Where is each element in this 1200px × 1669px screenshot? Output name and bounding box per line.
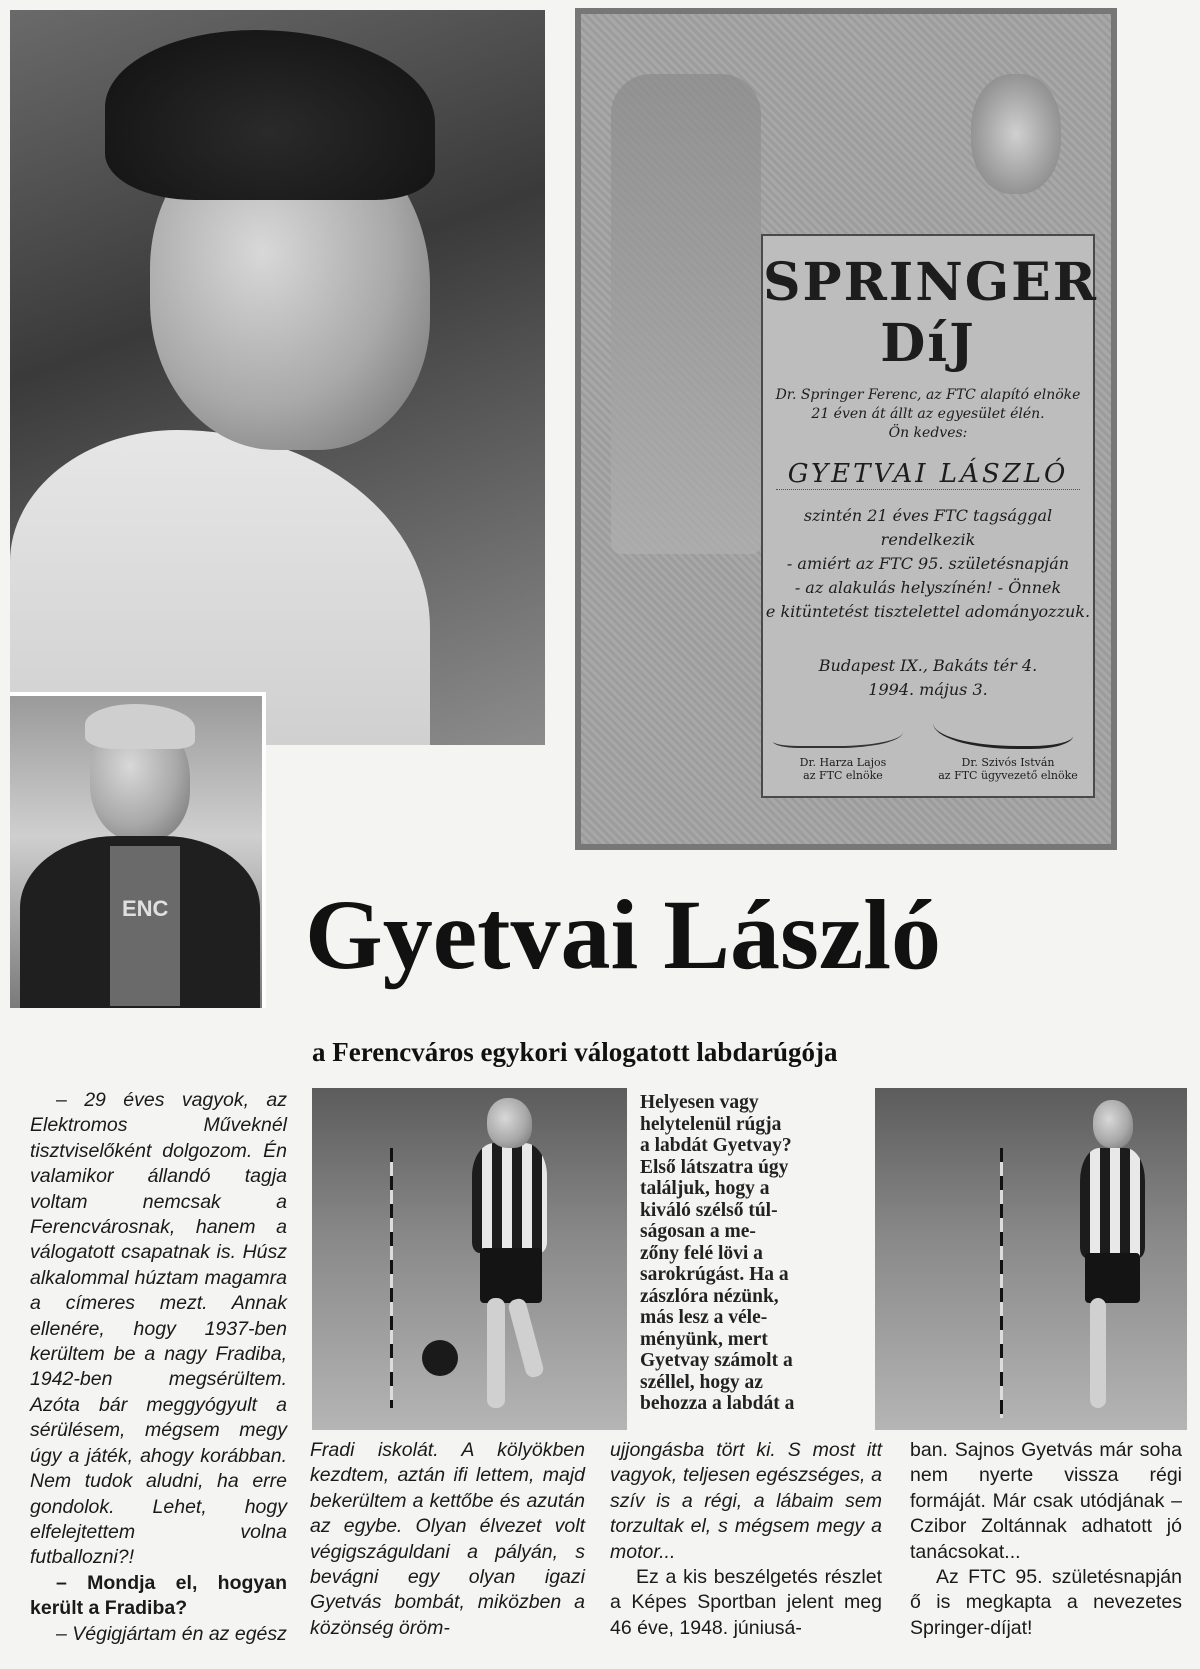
player-2-torso [1080, 1148, 1145, 1258]
certificate-date: 1994. május 3. [868, 680, 988, 699]
signer-1-role: az FTC elnöke [803, 769, 883, 782]
certificate-recipient: GYETVAI LÁSZLÓ [776, 459, 1081, 490]
caption-line-11: más lesz a véle- [640, 1307, 768, 1328]
match-photo-1 [312, 1088, 627, 1430]
caption-line-3: a labdát Gyetvay? [640, 1135, 792, 1156]
player-head [487, 1098, 532, 1148]
article-column-3 [610, 1438, 882, 1641]
column-1-paragraph-2: – Végigjártam én az egész [56, 1622, 287, 1645]
caption-line-5: találjuk, hogy a [640, 1178, 770, 1199]
player-shorts [480, 1248, 542, 1303]
caption-line-1: Helyesen vagy [640, 1092, 759, 1113]
player-torso [472, 1143, 547, 1253]
portrait-hair [105, 30, 435, 200]
caption-line-9: sarokrúgást. Ha a [640, 1264, 789, 1285]
certificate-medallion [971, 74, 1061, 194]
article-column-2 [310, 1438, 585, 1641]
certificate-intro-1: Dr. Springer Ferenc, az FTC alapító elnöke [775, 387, 1081, 403]
certificate-body-2: - amiért az FTC 95. születésnapján [786, 554, 1070, 573]
column-1-question: – Mondja el, hogyan került a Fradiba? [30, 1571, 287, 1620]
portrait-photo [10, 10, 545, 745]
jersey-text: ENC [122, 896, 169, 921]
column-1-paragraph-1: – 29 éves vagyok, az Elektromos Műveknél tisztviselőként dolgozom. Én valamikor állandó tagja voltam nemcsak a Ferencvárosnak, hanem a válogatott csapatnak is. Húsz alkalommal húztam magamra a címeres mezt. Annak ellenére, hogy 1937-ben kerültem be a nagy Fradiba, 1942-ben megsérültem. Azóta bár meggyógyult a sérülésem, mégsem megy úgy a játék, ahogy korábban. Nem tudok aludni, ha erre gondolok. Lehet, hogy elfelejtettem volna futballozni?! [30, 1089, 287, 1569]
signer-2-role: az FTC ügyvezető elnöke [938, 769, 1078, 782]
certificate-panel [761, 234, 1098, 798]
certificate-body-3: - az alakulás helyszínén! - Önnek [794, 578, 1062, 597]
article-column-4 [910, 1438, 1182, 1641]
certificate-body-4: e kitüntetést tisztelettel adományozzuk. [765, 602, 1091, 621]
caption-line-14: széllel, hogy az [640, 1371, 763, 1393]
ball [422, 1340, 458, 1376]
subheadline: a Ferencváros egykori válogatott labdarúgója [312, 1037, 838, 1067]
certificate-title: SPRINGER DíJ [763, 252, 1098, 374]
certificate-frame [575, 8, 1117, 850]
player-leg-2 [507, 1297, 545, 1379]
column-3-paragraph-2: Ez a kis beszélgetés részlet a Képes Sportban jelent meg 46 éve, 1948. júniusá- [610, 1566, 882, 1639]
signature-2 [933, 706, 1073, 749]
player-2-head [1093, 1100, 1133, 1148]
caption-line-10: zászlóra nézünk, [640, 1285, 779, 1307]
signer-2-name: Dr. Szivós István [961, 756, 1055, 769]
certificate-intro-2: 21 éven át állt az egyesület élén. [811, 406, 1045, 422]
signer-1 [763, 756, 923, 782]
corner-flag-pole-2 [1000, 1148, 1003, 1418]
signer-1-name: Dr. Harza Lajos [799, 756, 887, 769]
coach-jersey [110, 846, 180, 1006]
coach-hair [85, 704, 195, 749]
match-photo-2 [875, 1088, 1187, 1430]
coach-photo [10, 692, 266, 1008]
caption-line-15: behozza a labdát a [640, 1393, 795, 1414]
player-leg-1 [487, 1298, 505, 1408]
certificate-body-1: szintén 21 éves FTC tagsággal rendelkezik [803, 506, 1053, 549]
corner-flag-pole [390, 1148, 393, 1408]
caption-line-7: ságosan a me- [640, 1221, 756, 1242]
column-4-paragraph-2: Az FTC 95. születésnapján ő is megkapta a nevezetes Springer-díjat! [910, 1566, 1182, 1639]
signature-1 [773, 716, 903, 748]
caption-line-8: zőny felé lövi a [640, 1242, 763, 1264]
caption-line-12: ményünk, mert [640, 1328, 768, 1350]
headline: Gyetvai László [305, 879, 942, 990]
column-3-paragraph-1: ujjongásba tört ki. S most itt vagyok, teljesen egészséges, a szív is a régi, a lábaim sem torzultak el, s mégsem megy a motor... [610, 1439, 882, 1563]
caption-line-4: Első látszatra úgy [640, 1156, 789, 1178]
photo-caption [640, 1092, 862, 1415]
caption-line-6: kiváló szélső túl- [640, 1199, 778, 1221]
column-2-paragraph-1: Fradi iskolát. A kölyökben kezdtem, aztán ifi lettem, majd bekerültem a kettőbe és azután az egybe. Olyan élvezet volt végigszáguldani a pályán, s bevágni egy olyan igazi Gyetvás bombát, miközben a közönség öröm- [310, 1439, 585, 1639]
caption-line-2: helytelenül rúgja [640, 1113, 782, 1135]
player-2-leg [1090, 1298, 1106, 1408]
certificate-intro-3: Ön kedves: [888, 425, 968, 441]
player-2-shorts [1085, 1253, 1140, 1303]
article-column-1 [30, 1088, 287, 1647]
certificate-illustration [611, 74, 761, 554]
column-4-paragraph-1: ban. Sajnos Gyetvás már soha nem nyerte vissza régi formáját. Már csak utódjának – Czibor Zoltánnak adhatott jó tanácsokat... [910, 1439, 1182, 1563]
caption-line-13: Gyetvay számolt a [640, 1350, 793, 1371]
certificate-place: Budapest IX., Bakáts tér 4. [818, 656, 1038, 675]
signer-2 [923, 756, 1093, 782]
